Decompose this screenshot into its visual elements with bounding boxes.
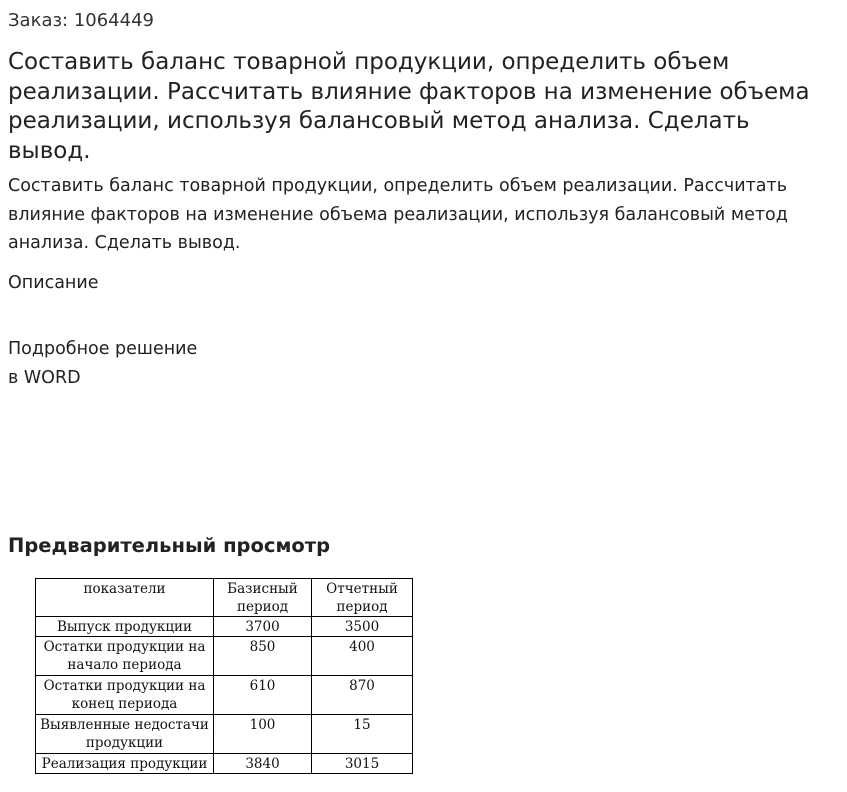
table-row [36,715,413,754]
table-header-cell: Базисный период [214,579,312,617]
order-number: Заказ: 1064449 [8,10,154,31]
table-cell: Выявленные недостачи продукции [36,715,214,754]
table-cell: 850 [214,637,312,676]
solution-info [8,335,197,393]
table-row [36,637,413,676]
table-header-cell: показатели [36,579,214,617]
table-cell: 3500 [312,617,413,637]
table-cell: 3700 [214,617,312,637]
table-header-cell: Отчетный период [312,579,413,617]
table-cell: 400 [312,637,413,676]
table-row [36,754,413,774]
preview-heading: Предварительный просмотр [8,534,331,557]
description-label: Описание [8,273,99,293]
task-description: Составить баланс товарной продукции, определить объем реализации. Рассчитать влияние факторов на изменение объема реализации, используя балансовый метод анализа. Сделать вывод. [8,176,788,253]
table-header-row [36,579,413,617]
table-cell: 870 [312,676,413,715]
table-cell: 3015 [312,754,413,774]
table-cell: 3840 [214,754,312,774]
table-cell: 610 [214,676,312,715]
table-row [36,617,413,637]
table-cell: 100 [214,715,312,754]
table-cell: 15 [312,715,413,754]
solution-line-2: в WORD [8,368,81,388]
page-title: Составить баланс товарной продукции, определить объем реализации. Рассчитать влияние факторов на изменение объема реализации, используя балансовый метод анализа. Сделать вывод. [8,49,810,164]
table-cell: Остатки продукции на начало периода [36,637,214,676]
preview-table [35,578,413,774]
table-row [36,676,413,715]
table-cell: Реализация продукции [36,754,214,774]
solution-line-1: Подробное решение [8,339,198,359]
table-cell: Остатки продукции на конец периода [36,676,214,715]
table-cell: Выпуск продукции [36,617,214,637]
